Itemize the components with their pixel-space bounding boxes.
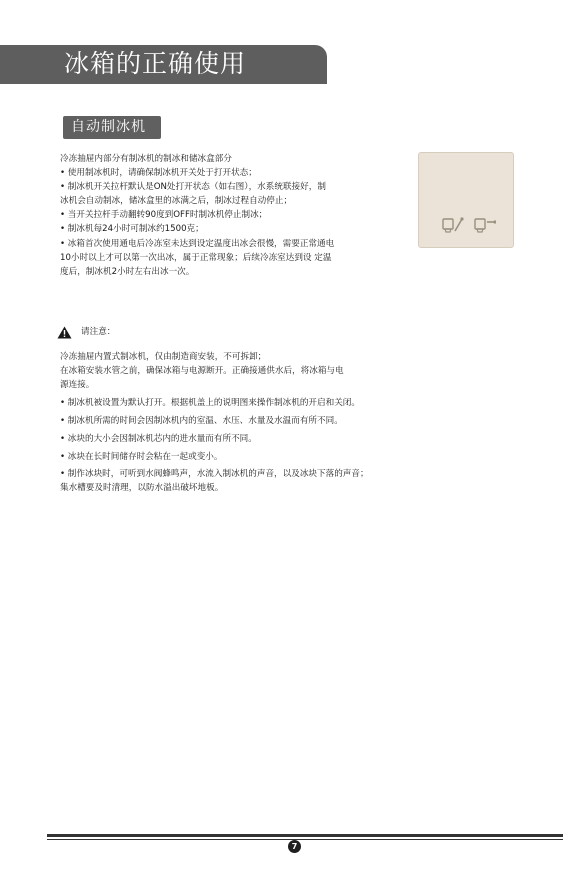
notice-line: 冷冻抽屉内置式制冰机，仅由制造商安装，不可拆卸； bbox=[60, 352, 267, 362]
notice-line: • 制冰机所需的时间会因制冰机内的室温、水压、水量及水温而有所不同。 bbox=[60, 416, 343, 426]
notice-line: • 冰块在长时间储存时会粘在一起或变小。 bbox=[60, 452, 223, 462]
intro-line: • 冰箱首次使用通电后冷冻室未达到设定温度出冰会很慢，需要正常通电 bbox=[60, 239, 335, 249]
section-title: 自动制冰机 bbox=[71, 119, 146, 135]
footer-rule bbox=[47, 834, 563, 837]
intro-line: 10小时以上才可以第一次出冰，属于正常现象；后续冷冻室达到设 定温 bbox=[60, 253, 332, 263]
footer-rule-thin bbox=[47, 839, 563, 840]
intro-line: 度后，制冰机2小时左右出冰一次。 bbox=[60, 267, 195, 277]
intro-line: • 制冰机开关拉杆默认是ON处打开状态（如右图），水系统联接好，制 bbox=[60, 182, 326, 192]
notice-line: 源连接。 bbox=[60, 380, 95, 390]
page-title: 冰箱的正确使用 bbox=[64, 49, 247, 78]
notice-line: • 制冰机被设置为默认打开。根据机盖上的说明图来操作制冰机的开启和关闭。 bbox=[60, 398, 360, 408]
notice-line: • 冰块的大小会因制冰机芯内的进水量而有所不同。 bbox=[60, 434, 257, 444]
notice-line: • 制作冰块时，可听到水阀蜂鸣声，水流入制冰机的声音，以及冰块下落的声音； bbox=[60, 469, 369, 479]
notice-line: 在冰箱安装水管之前，确保冰箱与电源断开。正确接通供水后，将冰箱与电 bbox=[60, 366, 344, 376]
ice-maker-on-icon bbox=[474, 216, 496, 238]
intro-line: • 制冰机每24小时可制冰约1500克； bbox=[60, 224, 204, 234]
intro-line: 冰机会自动制冰，储冰盒里的冰满之后，制冰过程自动停止； bbox=[60, 196, 293, 206]
intro-line: 冷冻抽屉内部分有制冰机的制冰和储冰盒部分 bbox=[60, 154, 232, 164]
ice-maker-panel-illustration bbox=[418, 152, 514, 248]
warning-triangle-icon bbox=[57, 324, 72, 343]
ice-maker-off-icon bbox=[442, 216, 464, 238]
notice-line: 集水槽要及时清理，以防水溢出破坏地板。 bbox=[60, 483, 224, 493]
intro-line: • 当开关拉杆手动翻转90度到OFF时制冰机停止制冰； bbox=[60, 210, 268, 220]
intro-line: • 使用制冰机时，请确保制冰机开关处于打开状态； bbox=[60, 168, 257, 178]
page-number: 7 bbox=[288, 840, 301, 853]
notice-heading: 请注意： bbox=[81, 327, 116, 337]
